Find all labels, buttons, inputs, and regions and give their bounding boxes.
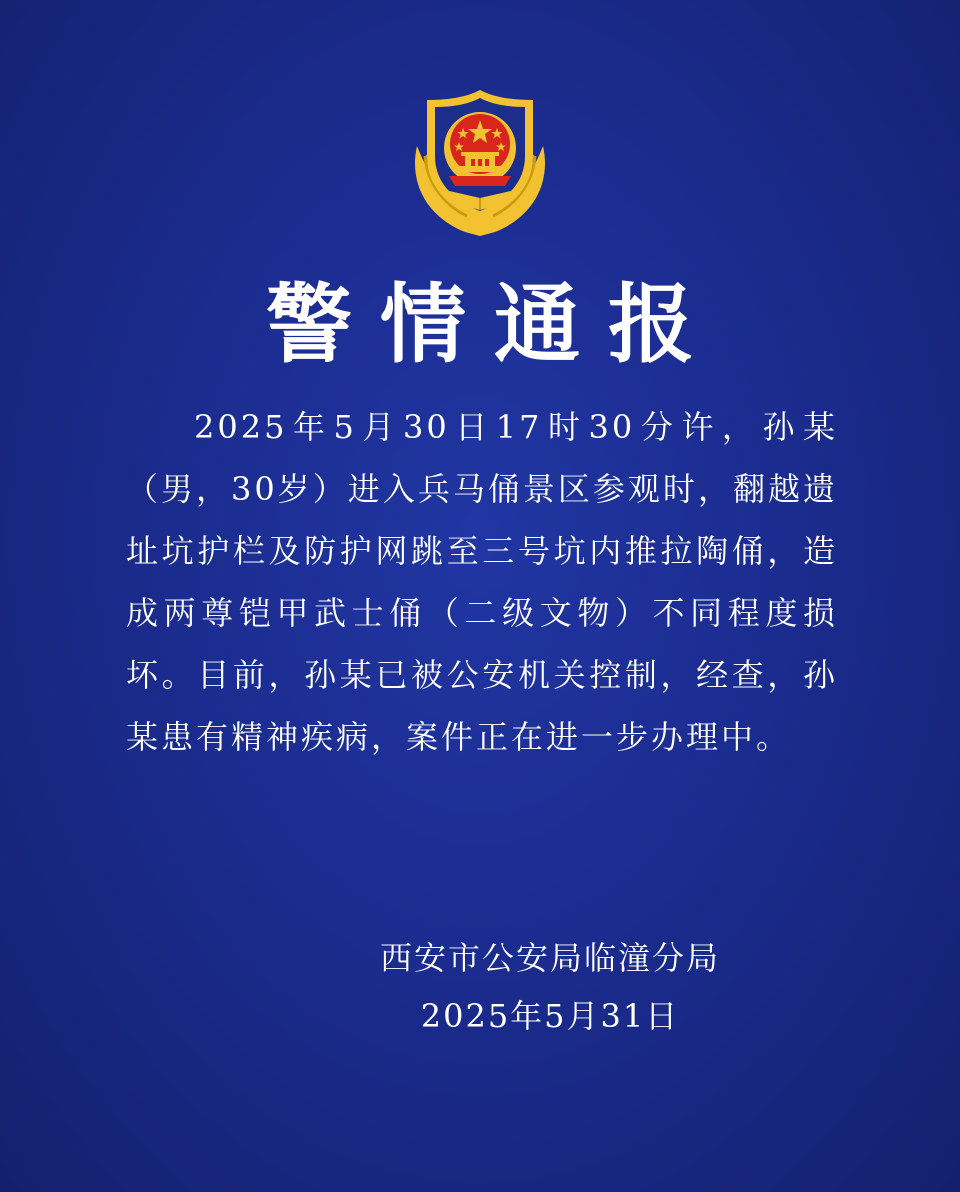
notice-body: 2025年5月30日17时30分许，孙某（男，30岁）进入兵马俑景区参观时，翻越遗址坑护栏及防护网跳至三号坑内推拉陶俑，造成两尊铠甲武士俑（二级文物）不同程度损坏。目前，孙某已被公安机关控制，经查，孙某患有精神疾病，案件正在进一步办理中。 (126, 408, 838, 756)
notice-title: 警情通报 (266, 275, 722, 375)
police-emblem-icon (405, 86, 555, 236)
issuer-name: 西安市公安局临潼分局 (380, 939, 721, 977)
issue-date: 2025年5月31日 (420, 997, 680, 1035)
